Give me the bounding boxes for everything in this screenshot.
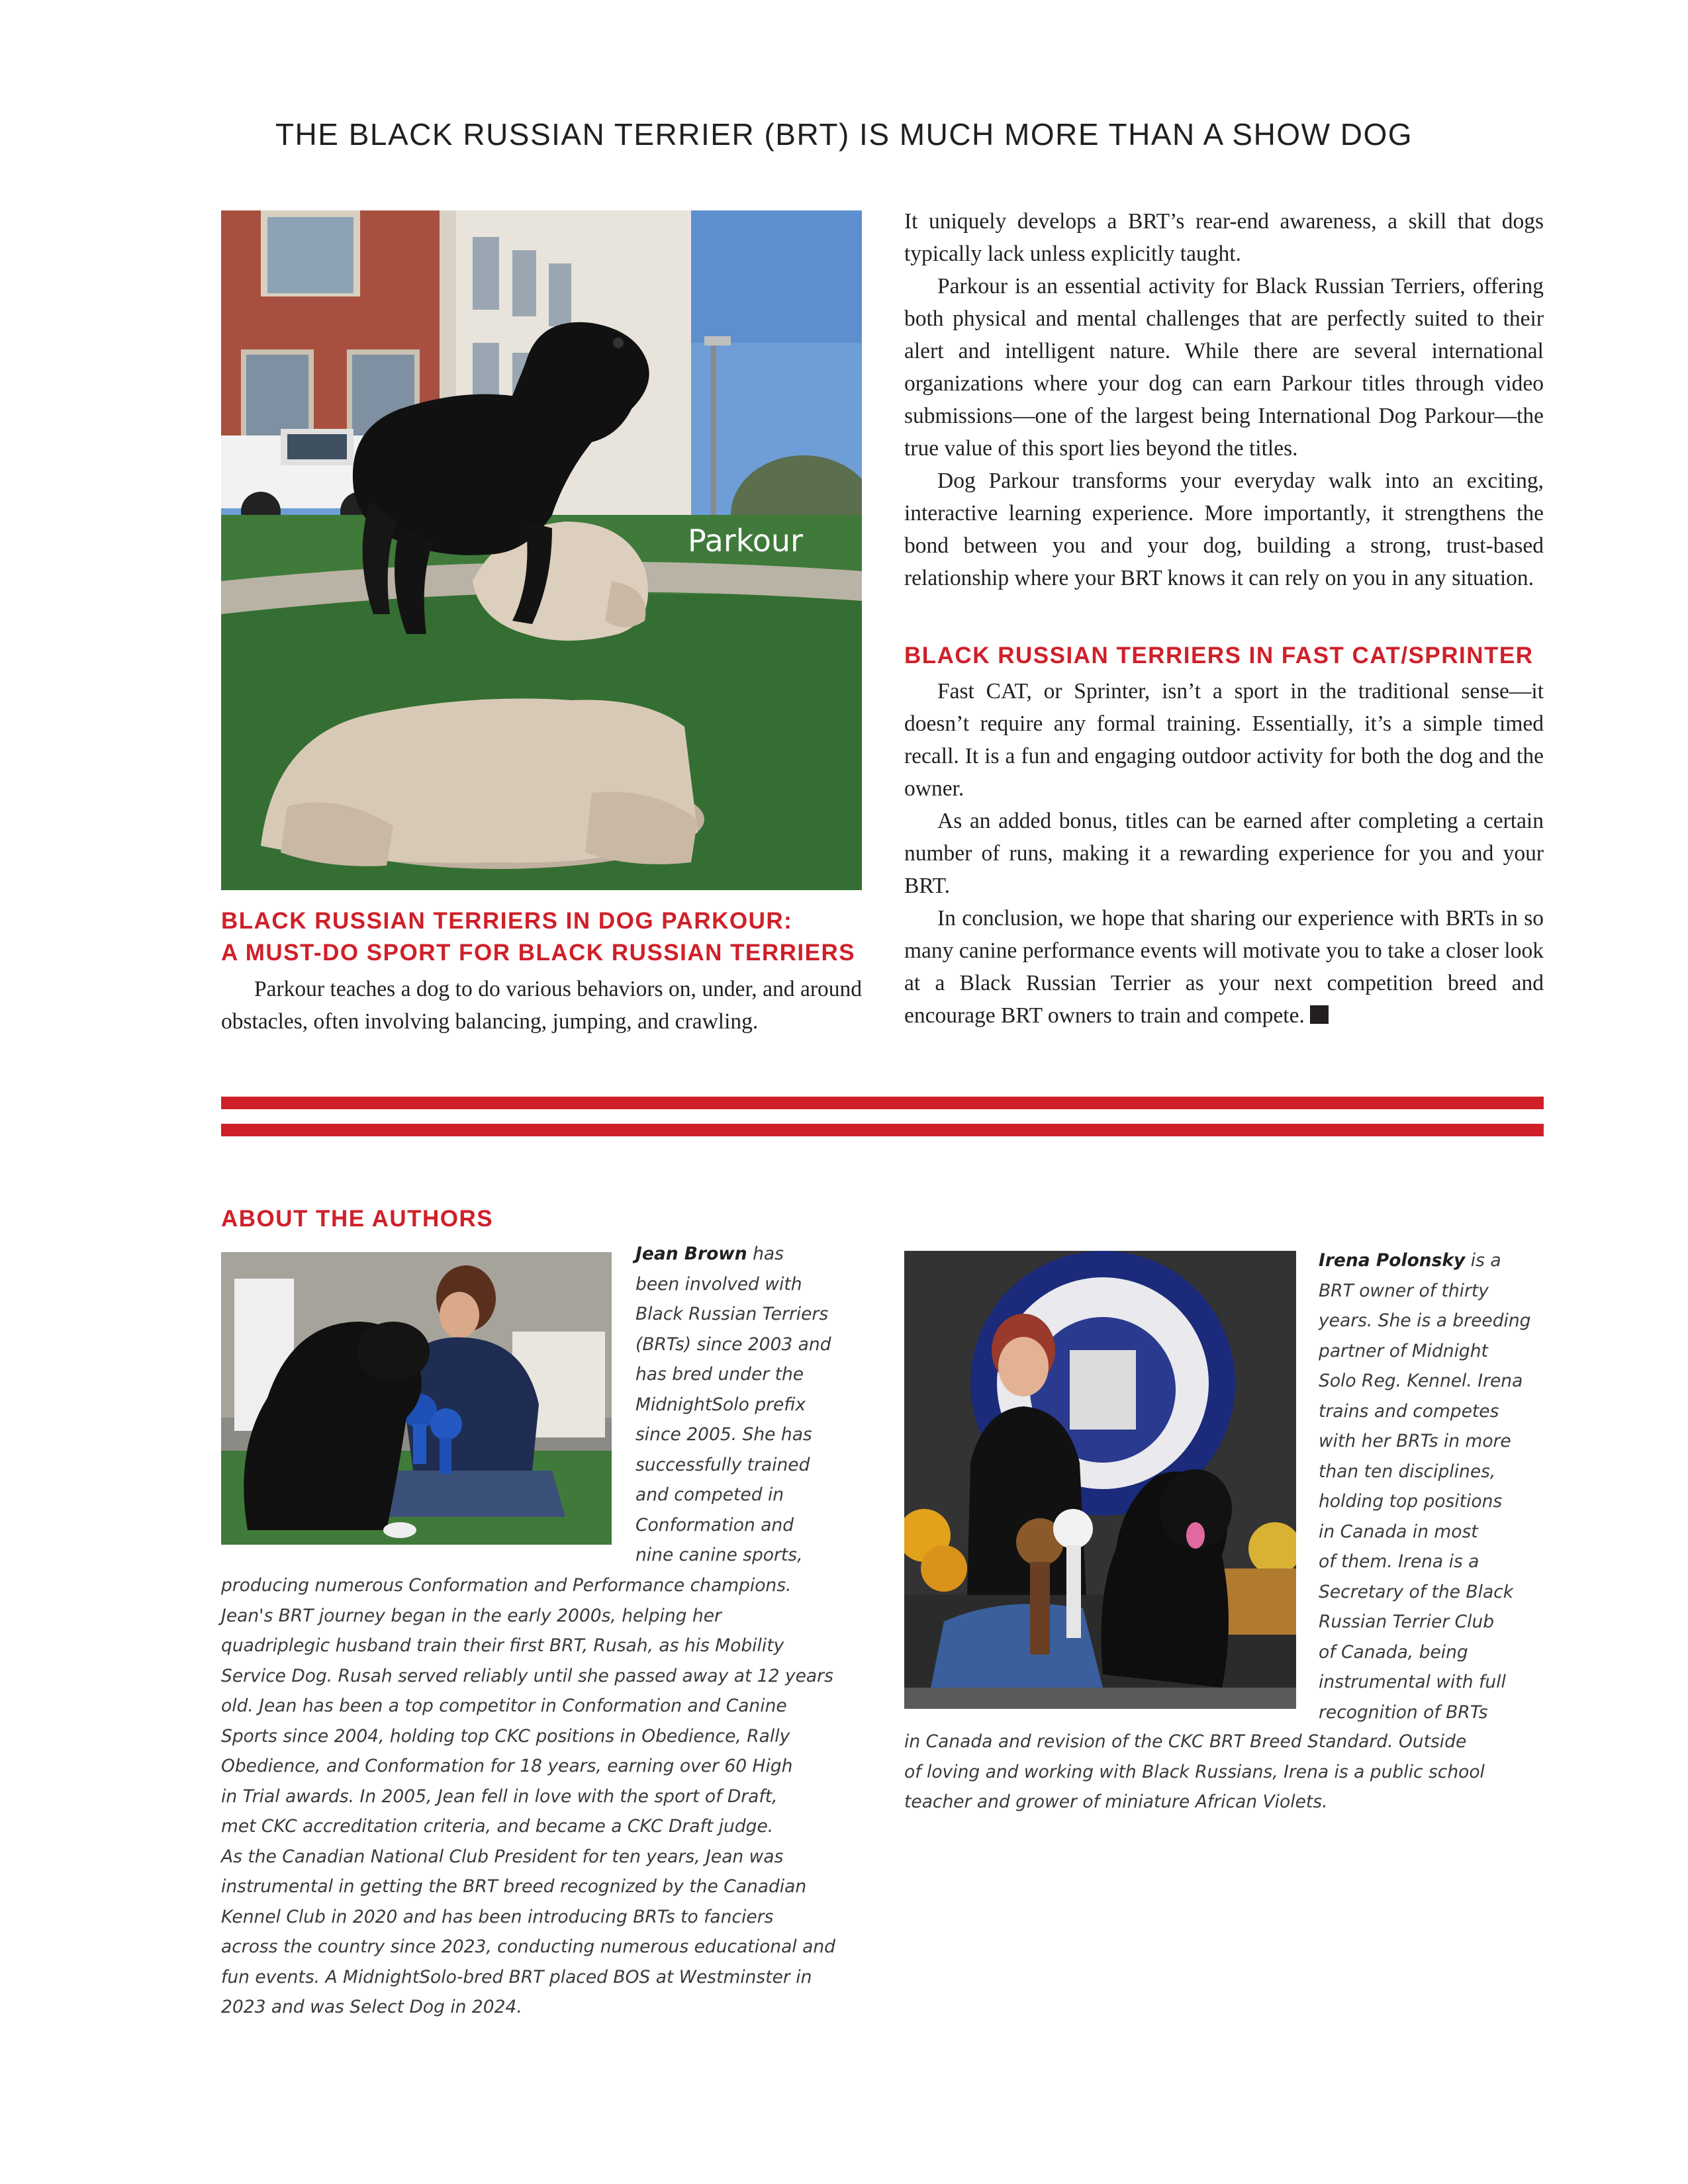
- bio-line: Secretary of the Black: [1319, 1581, 1514, 1602]
- end-of-article-mark: [1310, 1005, 1329, 1024]
- bio-line: and competed in: [635, 1484, 784, 1505]
- bio-line: successfully trained: [635, 1454, 810, 1475]
- bio-line: years. She is a breeding: [1319, 1310, 1531, 1331]
- bio-line: quadriplegic husband train their first BRT, Rusah, as his Mobility: [221, 1635, 784, 1656]
- bio-line: of Canada, being: [1319, 1641, 1468, 1662]
- paragraph-bonus: As an added bonus, titles can be earned after completing a certain number of runs, making it a rewarding experience for you and your BRT.: [904, 809, 1544, 898]
- paragraph-parkour-bond: Dog Parkour transforms your everyday walk into an exciting, interactive learning experience. More importantly, it strengthens the bond between you and your dog, building a strong, trust-based relationship where your BRT knows it can rely on you in any situation.: [904, 469, 1544, 590]
- bio-line: instrumental with full: [1319, 1672, 1506, 1692]
- bio-line: been involved with: [635, 1273, 802, 1295]
- bio-line: partner of Midnight: [1319, 1340, 1488, 1361]
- bio-line: in Canada in most: [1319, 1521, 1478, 1542]
- irena-polonsky-name: Irena Polonsky: [1319, 1250, 1466, 1271]
- bio-line: of loving and working with Black Russians, Irena is a public school: [904, 1761, 1485, 1782]
- paragraph-parkour-essential: Parkour is an essential activity for Black Russian Terriers, offering both physical and mental challenges that are perfectly suited to their alert and intelligent nature. While there are several international organizations where your dog can earn Parkour titles through video submissions—one of the largest being International Dog Parkour—the true value of this sport lies beyond the titles.: [904, 274, 1544, 461]
- bio-line: BRT owner of thirty: [1319, 1280, 1489, 1301]
- right-column-text-top: [904, 205, 1544, 594]
- bio-line: Kennel Club in 2020 and has been introducing BRTs to fanciers: [221, 1906, 774, 1927]
- irena-polonsky-bio: [1319, 1246, 1557, 1727]
- bio-line: met CKC accreditation criteria, and became a CKC Draft judge.: [221, 1816, 774, 1837]
- irena-bio-first-line: [1319, 1246, 1557, 1276]
- bio-line: of them. Irena is a: [1319, 1551, 1479, 1572]
- irena-polonsky-photo: [904, 1251, 1296, 1709]
- bio-line: is a: [1465, 1250, 1501, 1271]
- bio-line: 2023 and was Select Dog in 2024.: [221, 1997, 522, 2017]
- bio-line: nine canine sports,: [635, 1545, 803, 1565]
- parkour-heading: [221, 905, 876, 969]
- bio-line: producing numerous Conformation and Performance champions.: [221, 1575, 792, 1596]
- bio-line: has bred under the: [635, 1364, 804, 1385]
- bio-line: Jean's BRT journey began in the early 2000s, helping her: [221, 1605, 722, 1626]
- bio-line: old. Jean has been a top competitor in Conformation and Canine: [221, 1696, 787, 1716]
- conclusion-text: In conclusion, we hope that sharing our experience with BRTs in so many canine performance events will motivate you to take a closer look at a Black Russian Terrier as your next competition breed and encourage BRT owners to train and compete.: [904, 906, 1544, 1028]
- bio-line: in Canada and revision of the CKC BRT Breed Standard. Outside: [904, 1731, 1467, 1752]
- jean-brown-bio: [635, 1239, 887, 1570]
- parkour-heading-line2: A MUST-DO SPORT FOR BLACK RUSSIAN TERRIERS: [221, 940, 856, 966]
- bio-line: As the Canadian National Club President for ten years, Jean was: [221, 1846, 784, 1867]
- bio-line: Obedience, and Conformation for 18 years, earning over 60 High: [221, 1756, 793, 1776]
- bio-line: since 2005. She has: [635, 1424, 812, 1445]
- parkour-paragraph: Parkour teaches a dog to do various behaviors on, under, and around obstacles, often involving balancing, jumping, and crawling.: [221, 977, 862, 1034]
- paragraph-conclusion: [904, 902, 1544, 1032]
- jean-brown-photo: [221, 1252, 612, 1545]
- bio-line: fun events. A MidnightSolo-bred BRT placed BOS at Westminster in: [221, 1966, 812, 1987]
- bio-line: has: [747, 1244, 784, 1264]
- bio-line: MidnightSolo prefix: [635, 1394, 806, 1415]
- page-title: THE BLACK RUSSIAN TERRIER (BRT) IS MUCH MORE THAN A SHOW DOG: [275, 117, 1413, 152]
- divider-rule-bottom: [221, 1124, 1544, 1136]
- bio-line: Black Russian Terriers: [635, 1304, 829, 1324]
- paragraph-fastcat: Fast CAT, or Sprinter, isn’t a sport in the traditional sense—it doesn’t require any formal training. Essentially, it’s a simple timed recall. It is a fun and engaging outdoor activity for both the dog and the owner.: [904, 679, 1544, 801]
- bio-line: instrumental in getting the BRT breed recognized by the Canadian: [221, 1876, 807, 1897]
- bio-line: across the country since 2023, conducting numerous educational and: [221, 1936, 835, 1957]
- bio-line: with her BRTs in more: [1319, 1431, 1511, 1451]
- jean-brown-bio-continued: [221, 1570, 876, 2023]
- bio-line: teacher and grower of miniature African Violets.: [904, 1792, 1328, 1812]
- bio-line: Service Dog. Rusah served reliably until she passed away at 12 years: [221, 1665, 833, 1686]
- jean-brown-name: Jean Brown: [635, 1244, 747, 1264]
- bio-line: Russian Terrier Club: [1319, 1612, 1495, 1632]
- parkour-text: [221, 973, 862, 1038]
- fastcat-heading: BLACK RUSSIAN TERRIERS IN FAST CAT/SPRINTER: [904, 643, 1534, 668]
- irena-polonsky-bio-continued: [904, 1727, 1560, 1817]
- right-column-text-bottom: [904, 675, 1544, 1032]
- bio-line: Solo Reg. Kennel. Irena: [1319, 1371, 1523, 1391]
- bio-line: holding top positions: [1319, 1491, 1503, 1512]
- bio-line: recognition of BRTs: [1319, 1702, 1488, 1723]
- divider-rule-top: [221, 1097, 1544, 1109]
- bio-line: than ten disciplines,: [1319, 1461, 1496, 1482]
- bio-line: in Trial awards. In 2005, Jean fell in love with the sport of Draft,: [221, 1786, 778, 1807]
- parkour-photo: [221, 210, 862, 890]
- bio-line: trains and competes: [1319, 1400, 1499, 1422]
- paragraph-continuation: It uniquely develops a BRT’s rear-end awareness, a skill that dogs typically lack unless explicitly taught.: [904, 209, 1544, 266]
- bio-line: Conformation and: [635, 1514, 794, 1535]
- jean-bio-first-line: [635, 1239, 887, 1269]
- bio-line: (BRTs) since 2003 and: [635, 1334, 831, 1355]
- authors-heading: ABOUT THE AUTHORS: [221, 1206, 494, 1232]
- parkour-caption: Parkour: [688, 523, 803, 559]
- bio-line: Sports since 2004, holding top CKC positions in Obedience, Rally: [221, 1725, 790, 1747]
- parkour-heading-line1: BLACK RUSSIAN TERRIERS IN DOG PARKOUR:: [221, 908, 793, 934]
